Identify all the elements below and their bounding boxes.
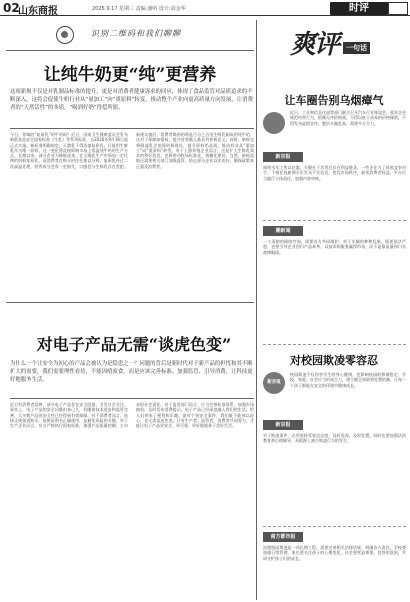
qr-banner xyxy=(6,22,256,48)
article1-lead: 这项新规不仅是对乳制品标准的提升，更是对消费者健康诉求的回应，体现了食品监管对品质追求的不断深入。这将会促使牛奶行业从“量加工”向“重原料”转变，推动整个产业向更高质量方向发展，让消费者的“天然活性”的本质，“喝到好奶”得偿所愿。 xyxy=(10,89,253,111)
divider xyxy=(6,50,254,51)
article1-title: 让纯牛奶更“纯”更营养 xyxy=(43,65,217,85)
source-tag: 南方都市报 xyxy=(263,532,303,542)
article1-body: 今日，你喝的“复原乳”的牛奶吗？近日，国家卫生健康委员会发布新版食品安全国家标准《生乳》等系列标准，自2026年9月16日起正式实施。新标准明确规定，灭菌乳不得添加复原乳，只能用生鲜乳作为唯一原料。这一变化将直接影响市场上常温纯牛奶的生产方式。长期以来，部分企业为降低成本，在灭菌乳生产中添加一定比例的奶粉复原乳，而消费者在购买时往往难以分辨。复原乳经过二次高温处理，营养成分会有一定损失，口感也与生鲜乳存在差距。新规实施后，消费者喝到的将是百分之百用生鲜乳制成的纯牛奶，这对于保障知情权、提升营养摄入都具有积极意义。同时，新规也将倒逼乳企加强奶源建设，提升原料奶品质，推动奶业从“重加工”向“重原料”转型。对于上游养殖企业而言，这是扩大生鲜乳需求的利好消息，也将带动牧场标准化、规模化建设。当然，新规落地还需要相关部门加强监管，防止部分企业以次充好，确保政策真正惠及消费者。 xyxy=(10,132,254,169)
right-column1-title: 让车圈告别乌烟瘴气 xyxy=(284,94,384,107)
page-header xyxy=(0,0,410,16)
right-column1-body: 近日，工业和信息化部等部门联合召开汽车行业座谈会，要求企业规范经营行为，抵制无序价格战，不得以低于成本的价格倾销，不得发布虚假宣传。整治车圈乱象，需要多方合力。 xyxy=(290,110,406,126)
column-label-box xyxy=(388,2,408,15)
logo-badge: 一句话 xyxy=(343,42,370,54)
qr-slogan: 识别二维码和我们聊聊 xyxy=(91,29,181,38)
right-column2-body: 校园欺凌不仅伤害学生的身心健康，也影响校园的和谐稳定。学校、家庭、社会应当形成合力，建立健全预防和处置机制，让每一个孩子都能在安全的环境中健康成长。 xyxy=(290,372,406,388)
source-badge: 新京报 xyxy=(263,372,285,394)
tag4-body: 治理校园欺凌是一项长期工程，需要完善相关法律法规，明确各方责任。学校要加强日常管理，家长要关注孩子的心理变化，社会要营造尊重、包容的氛围，共同守护孩子们的成长。 xyxy=(263,545,406,561)
divider xyxy=(10,398,254,399)
source-tag: 潮新闻 xyxy=(263,226,303,236)
right-column2-title: 对校园欺凌零容忍 xyxy=(290,354,378,367)
source-tag: 新京报 xyxy=(263,420,303,430)
divider xyxy=(10,128,254,129)
column-label: 时评 xyxy=(330,2,388,15)
tag2-body: 一个清朗的网络空间，需要各方共同维护。对于车圈的种种乱象，既要依法严惩，也要引导企业回归产品本身，以技术和服务赢得市场，而不是靠流量和口水战博眼球。 xyxy=(263,239,406,255)
tag3-body: 对于欺凌事件，必须坚持零容忍态度，及时发现、及时处置。同时也要加强法治教育和心理辅导，从根源上减少欺凌行为的发生。 xyxy=(263,433,406,444)
page-number: 02 xyxy=(3,1,20,15)
divider xyxy=(263,526,406,527)
divider xyxy=(263,344,406,345)
source-badge xyxy=(263,112,285,134)
article2-body: 近日有消费者反映，部分电子产品存在安全隐患，引发社会关注。事实上，电子产品的安全问题由来已久，但随着技术进步和监管完善，大多数产品的安全性已经得到有效保障。对于消费者而言，选择正规渠道购买、按照说明书正确使用，是避免风险的关键。对于生产企业而言，应当严格执行国家标准，加强产品质量控制，主动承担社会责任。对于监管部门而言，应当完善标准体系，加强市场抽检，及时发布消费提示。电子产品已经深度融入我们的生活，给人们带来了便利和乐趣。面对个别安全事件，我们既不能掉以轻心，也无需谈虎色变。只有生产者、监管者、消费者共同努力，才能让电子产品更安全、更可靠，更好地服务于美好生活。 xyxy=(10,402,254,429)
divider xyxy=(263,220,406,221)
article2-title: 对电子产品无需“谈虎色变” xyxy=(36,335,232,354)
tag1-body: 网络水军之所以泛滥，关键在于其背后存在利益链条。一些企业为了抹黑竞争对手，不惜花钱雇佣水军发布不实信息，扰乱市场秩序，损害消费者权益。平台应当履行主体责任，加强内容审核。 xyxy=(263,165,406,181)
qr-seal-icon xyxy=(56,26,74,44)
column-logo xyxy=(290,24,370,68)
article2-lead: 为什么一个让安全为初心的产品会被认为是隐患之一？问题的背后是新时代对于新产品的担忧和其不断扩大的需要，我们需要理性看待，不能因噎废食，而是应该完善标准、加强监管、引导消费，让科技更好地服务生活。 xyxy=(10,361,253,383)
issue-meta: 2025.9.17 星期三 责编:潘明 设计:胡金华 xyxy=(92,6,186,12)
paper-name: 山东商报 xyxy=(18,6,58,17)
column-divider xyxy=(256,20,257,600)
logo-text: 爽评 xyxy=(290,30,339,60)
divider xyxy=(6,302,254,303)
source-tag: 新京报 xyxy=(263,152,303,162)
